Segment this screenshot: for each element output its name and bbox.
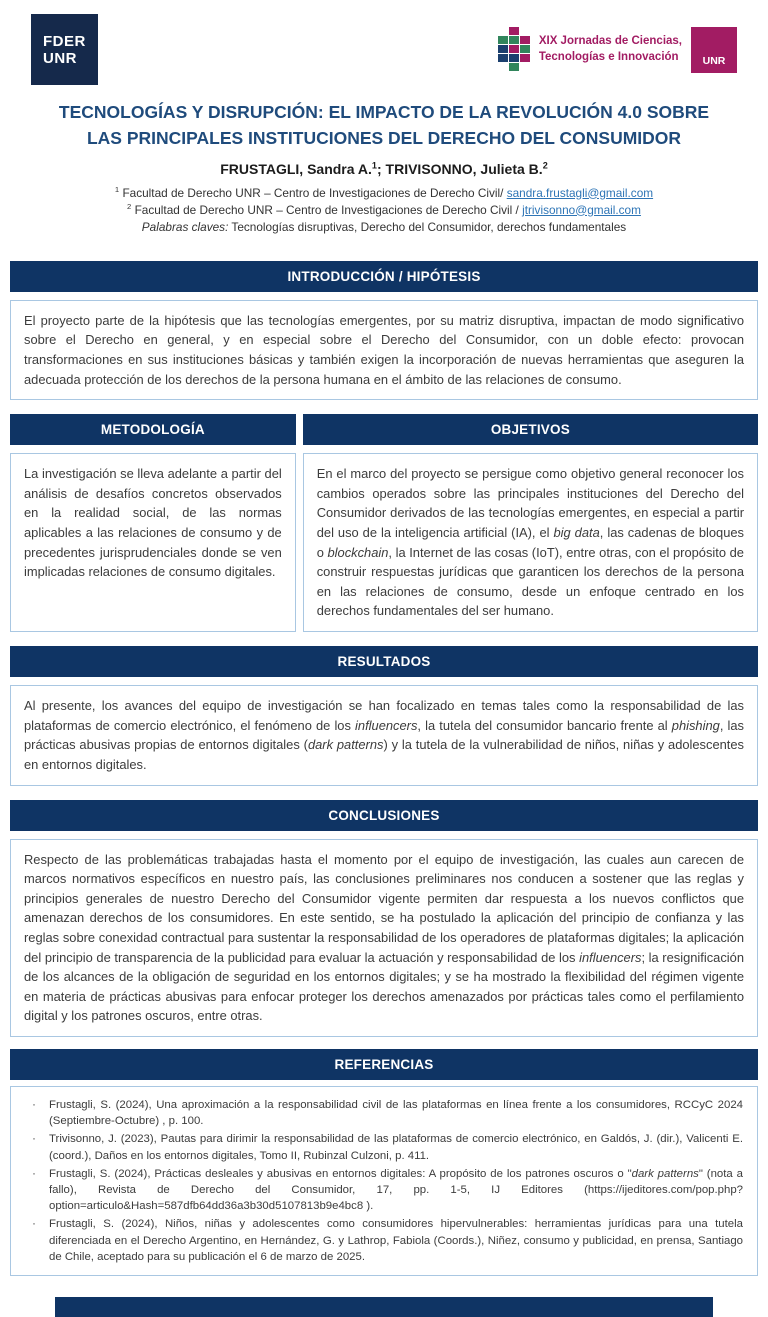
jornadas-title xyxy=(539,34,682,65)
section-resultados xyxy=(10,646,758,785)
section-header-referencias: REFERENCIAS xyxy=(10,1049,758,1080)
referencias-body xyxy=(10,1086,758,1276)
jornadas-logo xyxy=(498,25,737,73)
footer-bar xyxy=(55,1297,713,1317)
section-header-conclusiones: CONCLUSIONES xyxy=(10,800,758,831)
objetivos-body: En el marco del proyecto se persigue como objetivo general reconocer los cambios operados sobre las principales instituciones del Derecho del Consumidor derivados de las tecnologías emergentes, en especial a partir del uso de la inteligencia artificial (IA), el big data, las cadenas de bloques o blockchain, la Internet de las cosas (IoT), entre otras, con el propósito de construir respuestas jurídicas que garanticen los derechos de la persona en las relaciones de consumo, desde un enfoque centrado en los derechos fundamentales del ser humano. xyxy=(303,453,758,632)
fder-unr-logo xyxy=(31,14,98,85)
two-column-row xyxy=(10,414,758,632)
section-header-introduccion: INTRODUCCIÓN / HIPÓTESIS xyxy=(10,261,758,292)
section-header-objetivos: OBJETIVOS xyxy=(303,414,758,445)
section-conclusiones xyxy=(10,800,758,1037)
reference-item: · Frustagli, S. (2024), Niños, niñas y adolescentes como consumidores hipervulnerables: herramientas jurídicas para una tutela diferenciada en el Derecho Argentino, en Hernández, G. y Lathrop, Fabiola (Coords.), Niñez, consumo y publicidad, en prensa, Santiago de Chile, aceptado para su publicación el 6 de marzo de 2025. xyxy=(25,1216,743,1265)
section-objetivos xyxy=(303,414,758,632)
jornadas-mosaic-icon xyxy=(498,27,530,71)
section-introduccion xyxy=(10,261,758,400)
affiliation-2: $^2$ Facultad de Derecho UNR – Centro de Investigaciones de Derecho Civil / jtrivisonno@gmail.com xyxy=(127,201,641,217)
email-link[interactable]: jtrivisonno@gmail.com xyxy=(522,202,641,217)
reference-item: · Frustagli, S. (2024), Prácticas desleales y abusivas en entornos digitales: A propósito de los patrones oscuros o "dark patterns" (nota a fallo), Revista de Derecho del Consumidor, 17, pp. 1-5, IJ Editores (https://ijeditores.com/pop.php?option=articulo&Hash=587dfb64dd36a3b30d5107813b9e4bc8 ). xyxy=(25,1166,743,1215)
keywords-line: Palabras claves: Tecnologías disruptivas, Derecho del Consumidor, derechos fundamentales xyxy=(141,219,627,234)
reference-item: · Frustagli, S. (2024), Una aproximación a la responsabilidad civil de las plataformas en línea frente a los consumidores, RCCyC 2024 (Septiembre-Octubre) , p. 100. xyxy=(25,1097,743,1129)
email-link[interactable]: sandra.frustagli@gmail.com xyxy=(506,185,654,200)
fder-logo-line2: UNR xyxy=(43,49,77,67)
jornadas-title-line1: XIX Jornadas de Ciencias, xyxy=(538,35,682,47)
unr-badge xyxy=(691,27,737,73)
reference-item: · Trivisonno, J. (2023), Pautas para dirimir la responsabilidad de las plataformas de comercio electrónico, en Galdós, J. (dir.), Valicenti E. (coord.), Daños en los entornos digitales, Tomo II, Rubinzal Culzoni, p. 411. xyxy=(25,1131,743,1163)
section-header-resultados: RESULTADOS xyxy=(10,646,758,677)
jornadas-title-line2: Tecnologías e Innovación xyxy=(538,50,679,63)
poster-header xyxy=(10,14,758,86)
poster-title: TECNOLOGÍAS Y DISRUPCIÓN: EL IMPACTO DE LA REVOLUCIÓN 4.0 SOBRE LAS PRINCIPALES INSTITUCIONES DEL DERECHO DEL CONSUMIDOR xyxy=(58,102,710,149)
section-referencias xyxy=(10,1049,758,1276)
conclusiones-body: Respecto de las problemáticas trabajadas hasta el momento por el equipo de investigación, las cuales aun carecen de marcos normativos específicos en nuestro país, las conclusiones preliminares nos conducen a sostener que las reglas y principios generales de nuestro Derecho del Consumidor vigente permiten dar respuesta a los nuevos conflictos que amenazan derechos de los consumidores. En este sentido, se ha postulado la aplicación del principio de confianza y las reglas sobre conexidad contractual para sustentar la responsabilidad de los operadores de plataformas digitales; la aplicación del principio de transparencia de la publicidad para evaluar la actuación y responsabilidad de los influencers; la resignificación de los alcances de la obligación de seguridad en los entornos digitales; y se ha mostrado la flexibilidad del régimen vigente en materia de prácticas abusivas para enfocar proteger los derechos amenazados por prácticas tales como el perfilamiento digital y los patrones oscuros, entre otras. xyxy=(10,839,758,1037)
affiliation-1: $^1$ Facultad de Derecho UNR – Centro de Investigaciones de Derecho Civil/ sandra.frustagli@gmail.com xyxy=(114,184,654,200)
metodologia-body: La investigación se lleva adelante a partir del análisis de desafíos concretos observados en la realidad social, de las normas aplicables a las relaciones de consumo y de precedentes jurisprudenciales donde se ven implicadas relaciones de consumo digitales. xyxy=(10,453,296,632)
affiliations-block xyxy=(10,185,758,236)
resultados-body: Al presente, los avances del equipo de investigación se han focalizado en temas tales como la responsabilidad de las plataformas de comercio electrónico, el fenómeno de los influencers, la tutela del consumidor bancario frente al phishing, las prácticas abusivas propias de entornos digitales (dark patterns) y la tutela de la vulnerabilidad de niños, niñas y adolescentes en entornos digitales. xyxy=(10,685,758,785)
introduccion-body: El proyecto parte de la hipótesis que las tecnologías emergentes, por su matriz disruptiva, impactan de modo significativo sobre el Derecho en general, y en especial sobre el Derecho del Consumidor, con un doble efecto: provocan transformaciones en sus instituciones básicas y también exigen la incorporación de nuevas herramientas que aseguren la adecuada protección de los derechos de la persona humana en el ámbito de las relaciones de consumo. xyxy=(10,300,758,400)
unr-badge-label: UNR xyxy=(702,55,726,67)
references-list xyxy=(25,1097,743,1265)
authors-line: FRUSTAGLI, Sandra A.$^1$; TRIVISONNO, Julieta B.$^2$ xyxy=(220,159,548,177)
fder-logo-line1: FDER xyxy=(43,32,86,50)
section-header-metodologia: METODOLOGÍA xyxy=(10,414,296,445)
section-metodologia xyxy=(10,414,296,632)
